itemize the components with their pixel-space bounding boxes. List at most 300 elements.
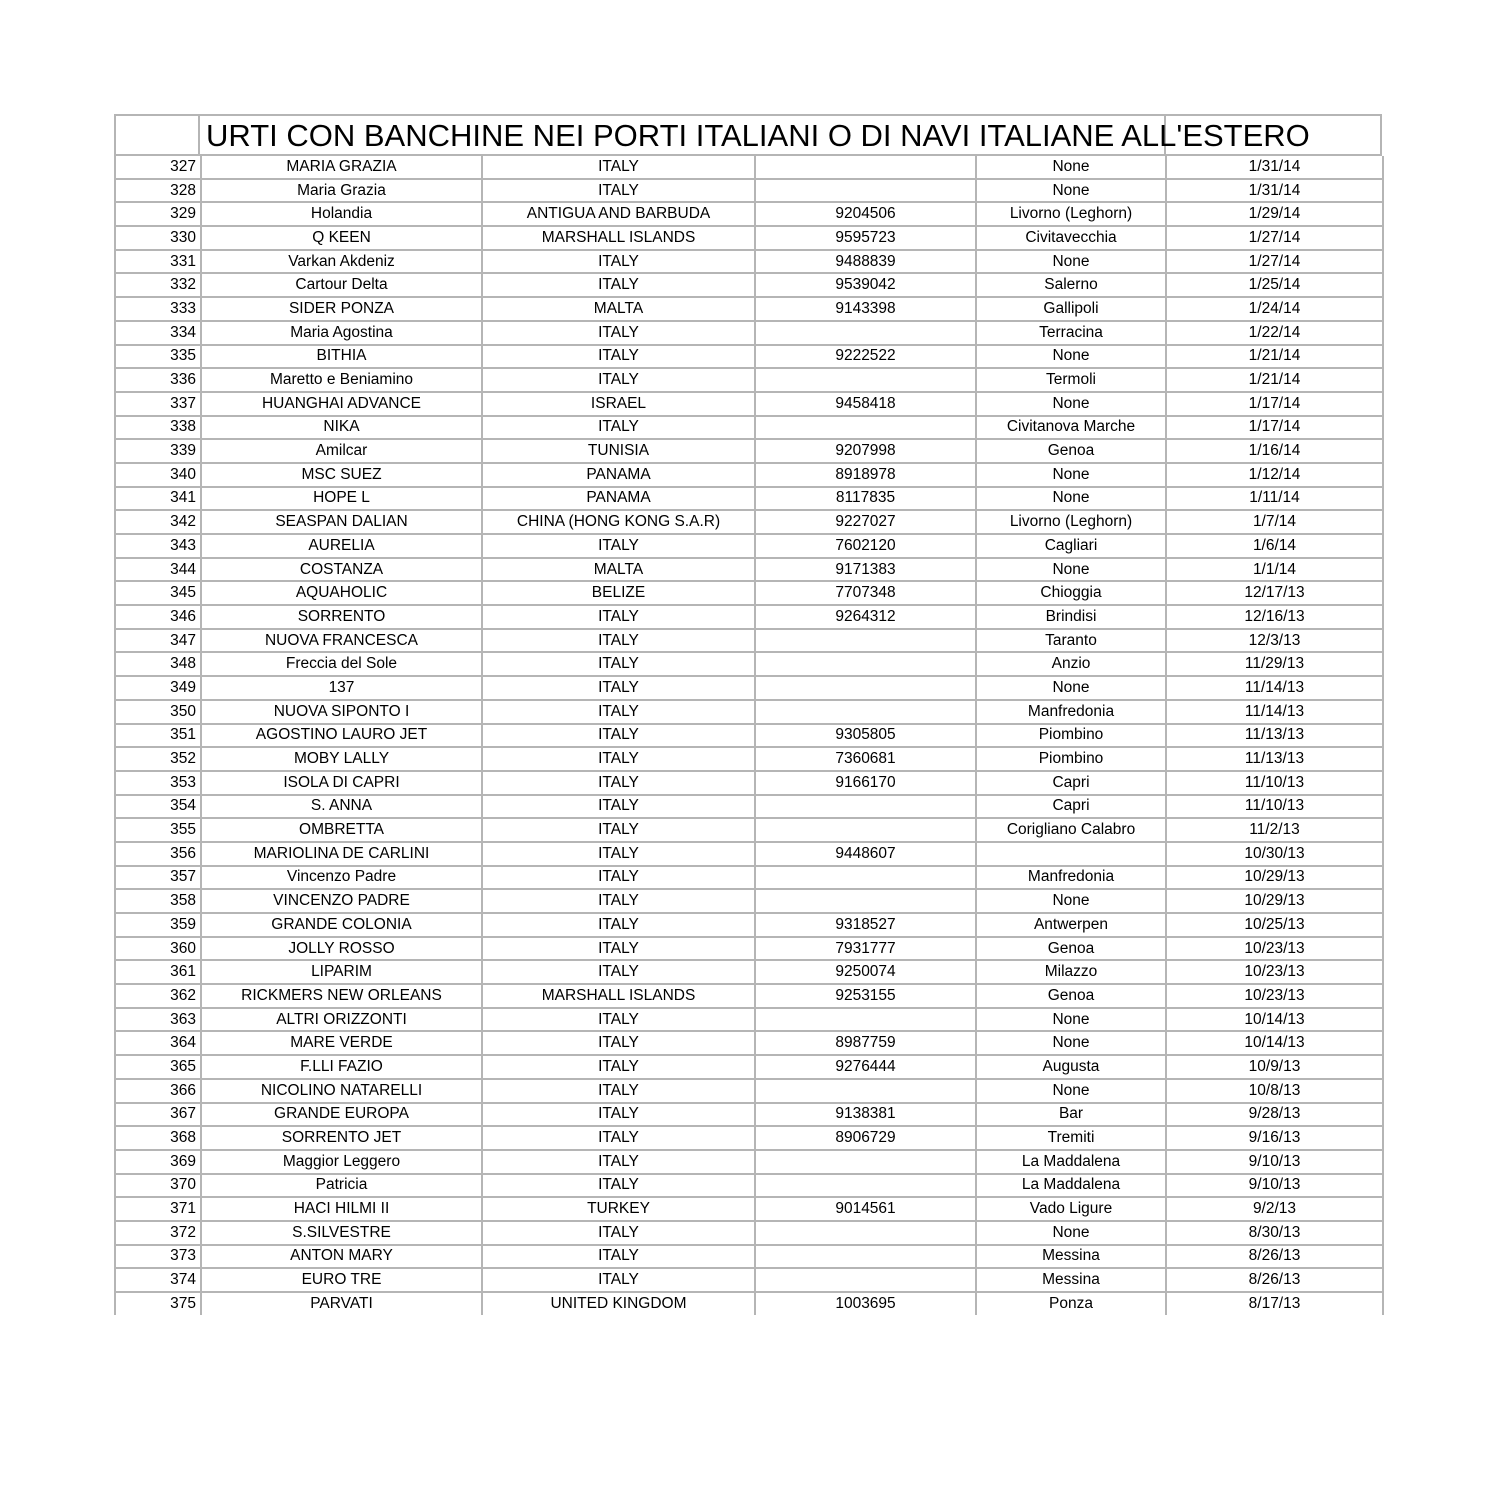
row-number-cell: 370: [115, 1174, 201, 1198]
ship-name-cell: NUOVA FRANCESCA: [201, 629, 482, 653]
flag-cell: ITALY: [482, 1268, 755, 1292]
date-cell: 10/9/13: [1166, 1055, 1383, 1079]
row-number-cell: 348: [115, 652, 201, 676]
table-row: [115, 558, 1383, 582]
ship-name-cell: AGOSTINO LAURO JET: [201, 724, 482, 748]
flag-cell: TUNISIA: [482, 439, 755, 463]
row-number-cell: 349: [115, 676, 201, 700]
flag-cell: ITALY: [482, 818, 755, 842]
ship-name-cell: ISOLA DI CAPRI: [201, 771, 482, 795]
port-cell: Milazzo: [976, 960, 1166, 984]
ship-name-cell: S. ANNA: [201, 795, 482, 819]
table-row: [115, 842, 1383, 866]
date-cell: 1/29/14: [1166, 202, 1383, 226]
date-cell: 9/28/13: [1166, 1103, 1383, 1127]
date-cell: 8/30/13: [1166, 1221, 1383, 1245]
date-cell: 1/1/14: [1166, 558, 1383, 582]
date-cell: 1/27/14: [1166, 226, 1383, 250]
date-cell: 11/10/13: [1166, 795, 1383, 819]
flag-cell: ITALY: [482, 1079, 755, 1103]
imo-number-cell: [755, 1150, 976, 1174]
row-number-cell: 365: [115, 1055, 201, 1079]
port-cell: Vado Ligure: [976, 1197, 1166, 1221]
table-row: [115, 700, 1383, 724]
data-table: [114, 156, 1384, 1315]
table-row: [115, 771, 1383, 795]
flag-cell: UNITED KINGDOM: [482, 1292, 755, 1315]
table-row: [115, 416, 1383, 440]
port-cell: None: [976, 1079, 1166, 1103]
port-cell: Livorno (Leghorn): [976, 202, 1166, 226]
row-number-cell: 338: [115, 416, 201, 440]
table-row: [115, 795, 1383, 819]
imo-number-cell: 9250074: [755, 960, 976, 984]
row-number-cell: 358: [115, 889, 201, 913]
ship-name-cell: OMBRETTA: [201, 818, 482, 842]
port-cell: Terracina: [976, 321, 1166, 345]
row-number-cell: 342: [115, 510, 201, 534]
imo-number-cell: [755, 368, 976, 392]
date-cell: 1/31/14: [1166, 156, 1383, 179]
row-number-cell: 345: [115, 581, 201, 605]
imo-number-cell: 9014561: [755, 1197, 976, 1221]
port-cell: Livorno (Leghorn): [976, 510, 1166, 534]
table-row: [115, 1197, 1383, 1221]
row-number-cell: 359: [115, 913, 201, 937]
ship-name-cell: AQUAHOLIC: [201, 581, 482, 605]
port-cell: Ponza: [976, 1292, 1166, 1315]
date-cell: 9/10/13: [1166, 1150, 1383, 1174]
row-number-cell: 331: [115, 250, 201, 274]
row-number-cell: 346: [115, 605, 201, 629]
port-cell: Capri: [976, 771, 1166, 795]
flag-cell: ANTIGUA AND BARBUDA: [482, 202, 755, 226]
flag-cell: ITALY: [482, 1174, 755, 1198]
row-number-cell: 347: [115, 629, 201, 653]
imo-number-cell: [755, 676, 976, 700]
table-row: [115, 605, 1383, 629]
flag-cell: PANAMA: [482, 487, 755, 511]
ship-name-cell: F.LLI FAZIO: [201, 1055, 482, 1079]
spreadsheet: [114, 114, 1382, 1315]
ship-name-cell: MARIA GRAZIA: [201, 156, 482, 179]
ship-name-cell: Vincenzo Padre: [201, 866, 482, 890]
row-number-cell: 340: [115, 463, 201, 487]
row-number-cell: 333: [115, 297, 201, 321]
ship-name-cell: LIPARIM: [201, 960, 482, 984]
flag-cell: ITALY: [482, 1008, 755, 1032]
imo-number-cell: 9166170: [755, 771, 976, 795]
row-number-cell: 351: [115, 724, 201, 748]
date-cell: 1/24/14: [1166, 297, 1383, 321]
title-row: [114, 114, 1382, 156]
row-number-cell: 363: [115, 1008, 201, 1032]
flag-cell: ITALY: [482, 866, 755, 890]
title-row-right-border: [1380, 116, 1382, 154]
port-cell: Civitavecchia: [976, 226, 1166, 250]
flag-cell: ITALY: [482, 321, 755, 345]
port-cell: Cagliari: [976, 534, 1166, 558]
ship-name-cell: MARE VERDE: [201, 1031, 482, 1055]
imo-number-cell: 7360681: [755, 747, 976, 771]
port-cell: Capri: [976, 795, 1166, 819]
flag-cell: MALTA: [482, 558, 755, 582]
flag-cell: ITALY: [482, 1221, 755, 1245]
port-cell: None: [976, 889, 1166, 913]
row-number-cell: 335: [115, 345, 201, 369]
ship-name-cell: GRANDE COLONIA: [201, 913, 482, 937]
imo-number-cell: 9458418: [755, 392, 976, 416]
table-row: [115, 1221, 1383, 1245]
ship-name-cell: ALTRI ORIZZONTI: [201, 1008, 482, 1032]
date-cell: 12/16/13: [1166, 605, 1383, 629]
date-cell: 12/3/13: [1166, 629, 1383, 653]
port-cell: Brindisi: [976, 605, 1166, 629]
date-cell: 10/23/13: [1166, 937, 1383, 961]
imo-number-cell: [755, 795, 976, 819]
imo-number-cell: 7602120: [755, 534, 976, 558]
imo-number-cell: 1003695: [755, 1292, 976, 1315]
date-cell: 10/14/13: [1166, 1031, 1383, 1055]
row-number-cell: 344: [115, 558, 201, 582]
table-row: [115, 392, 1383, 416]
ship-name-cell: NIKA: [201, 416, 482, 440]
table-row: [115, 345, 1383, 369]
table-row: [115, 179, 1383, 203]
flag-cell: ITALY: [482, 937, 755, 961]
imo-number-cell: [755, 1245, 976, 1269]
date-cell: 1/7/14: [1166, 510, 1383, 534]
sheet-title: URTI CON BANCHINE NEI PORTI ITALIANI O DI NAVI ITALIANE ALL'ESTERO: [206, 118, 1310, 153]
flag-cell: BELIZE: [482, 581, 755, 605]
port-cell: Messina: [976, 1268, 1166, 1292]
ship-name-cell: Varkan Akdeniz: [201, 250, 482, 274]
table-row: [115, 818, 1383, 842]
flag-cell: ITALY: [482, 1245, 755, 1269]
imo-number-cell: 9253155: [755, 984, 976, 1008]
flag-cell: ITALY: [482, 273, 755, 297]
imo-number-cell: 8918978: [755, 463, 976, 487]
ship-name-cell: COSTANZA: [201, 558, 482, 582]
date-cell: 11/14/13: [1166, 700, 1383, 724]
table-row: [115, 747, 1383, 771]
title-row-left-border: [114, 116, 116, 154]
port-cell: Chioggia: [976, 581, 1166, 605]
flag-cell: ITALY: [482, 676, 755, 700]
table-row: [115, 1245, 1383, 1269]
row-number-cell: 362: [115, 984, 201, 1008]
ship-name-cell: NUOVA SIPONTO I: [201, 700, 482, 724]
table-row: [115, 463, 1383, 487]
row-number-cell: 356: [115, 842, 201, 866]
date-cell: 10/14/13: [1166, 1008, 1383, 1032]
port-cell: None: [976, 463, 1166, 487]
port-cell: None: [976, 392, 1166, 416]
ship-name-cell: Maggior Leggero: [201, 1150, 482, 1174]
date-cell: 9/16/13: [1166, 1126, 1383, 1150]
date-cell: 8/17/13: [1166, 1292, 1383, 1315]
ship-name-cell: GRANDE EUROPA: [201, 1103, 482, 1127]
ship-name-cell: Holandia: [201, 202, 482, 226]
date-cell: 1/16/14: [1166, 439, 1383, 463]
date-cell: 11/29/13: [1166, 652, 1383, 676]
flag-cell: ITALY: [482, 889, 755, 913]
imo-number-cell: 8987759: [755, 1031, 976, 1055]
port-cell: Anzio: [976, 652, 1166, 676]
ship-name-cell: ANTON MARY: [201, 1245, 482, 1269]
ship-name-cell: SEASPAN DALIAN: [201, 510, 482, 534]
title-row-divider: [198, 116, 200, 154]
date-cell: 9/10/13: [1166, 1174, 1383, 1198]
date-cell: 1/27/14: [1166, 250, 1383, 274]
table-row: [115, 510, 1383, 534]
row-number-cell: 361: [115, 960, 201, 984]
port-cell: Taranto: [976, 629, 1166, 653]
row-number-cell: 350: [115, 700, 201, 724]
table-row: [115, 1103, 1383, 1127]
date-cell: 11/13/13: [1166, 724, 1383, 748]
flag-cell: ITALY: [482, 652, 755, 676]
date-cell: 10/30/13: [1166, 842, 1383, 866]
table-row: [115, 581, 1383, 605]
row-number-cell: 368: [115, 1126, 201, 1150]
port-cell: Termoli: [976, 368, 1166, 392]
port-cell: Antwerpen: [976, 913, 1166, 937]
row-number-cell: 352: [115, 747, 201, 771]
table-row: [115, 226, 1383, 250]
port-cell: None: [976, 179, 1166, 203]
row-number-cell: 327: [115, 156, 201, 179]
row-number-cell: 334: [115, 321, 201, 345]
table-row: [115, 156, 1383, 179]
flag-cell: ITALY: [482, 1150, 755, 1174]
date-cell: 1/6/14: [1166, 534, 1383, 558]
table-row: [115, 1079, 1383, 1103]
table-row: [115, 321, 1383, 345]
imo-number-cell: [755, 866, 976, 890]
imo-number-cell: [755, 1008, 976, 1032]
row-number-cell: 329: [115, 202, 201, 226]
port-cell: Bar: [976, 1103, 1166, 1127]
ship-name-cell: HACI HILMI II: [201, 1197, 482, 1221]
table-row: [115, 273, 1383, 297]
row-number-cell: 336: [115, 368, 201, 392]
date-cell: 11/2/13: [1166, 818, 1383, 842]
imo-number-cell: [755, 416, 976, 440]
date-cell: 9/2/13: [1166, 1197, 1383, 1221]
imo-number-cell: [755, 629, 976, 653]
date-cell: 1/12/14: [1166, 463, 1383, 487]
row-number-cell: 341: [115, 487, 201, 511]
ship-name-cell: Patricia: [201, 1174, 482, 1198]
row-number-cell: 343: [115, 534, 201, 558]
row-number-cell: 357: [115, 866, 201, 890]
date-cell: 10/25/13: [1166, 913, 1383, 937]
imo-number-cell: 9207998: [755, 439, 976, 463]
date-cell: 1/31/14: [1166, 179, 1383, 203]
imo-number-cell: 8906729: [755, 1126, 976, 1150]
flag-cell: CHINA (HONG KONG S.A.R): [482, 510, 755, 534]
flag-cell: ITALY: [482, 345, 755, 369]
ship-name-cell: AURELIA: [201, 534, 482, 558]
row-number-cell: 339: [115, 439, 201, 463]
imo-number-cell: 8117835: [755, 487, 976, 511]
ship-name-cell: MSC SUEZ: [201, 463, 482, 487]
flag-cell: ITALY: [482, 1103, 755, 1127]
table-row: [115, 250, 1383, 274]
row-number-cell: 367: [115, 1103, 201, 1127]
ship-name-cell: Maretto e Beniamino: [201, 368, 482, 392]
flag-cell: ITALY: [482, 629, 755, 653]
flag-cell: PANAMA: [482, 463, 755, 487]
row-number-cell: 366: [115, 1079, 201, 1103]
flag-cell: ITALY: [482, 913, 755, 937]
row-number-cell: 372: [115, 1221, 201, 1245]
port-cell: Tremiti: [976, 1126, 1166, 1150]
port-cell: None: [976, 345, 1166, 369]
date-cell: 1/25/14: [1166, 273, 1383, 297]
flag-cell: ITALY: [482, 700, 755, 724]
ship-name-cell: PARVATI: [201, 1292, 482, 1315]
port-cell: Genoa: [976, 984, 1166, 1008]
imo-number-cell: [755, 652, 976, 676]
imo-number-cell: [755, 321, 976, 345]
port-cell: None: [976, 156, 1166, 179]
flag-cell: ITALY: [482, 724, 755, 748]
table-row: [115, 1031, 1383, 1055]
date-cell: 1/17/14: [1166, 416, 1383, 440]
flag-cell: ITALY: [482, 1055, 755, 1079]
table-row: [115, 1292, 1383, 1315]
port-cell: [976, 842, 1166, 866]
row-number-cell: 337: [115, 392, 201, 416]
table-row: [115, 913, 1383, 937]
date-cell: 12/17/13: [1166, 581, 1383, 605]
flag-cell: ITALY: [482, 747, 755, 771]
table-row: [115, 1174, 1383, 1198]
imo-number-cell: [755, 700, 976, 724]
table-row: [115, 439, 1383, 463]
table-row: [115, 1150, 1383, 1174]
table-row: [115, 368, 1383, 392]
flag-cell: ITALY: [482, 795, 755, 819]
table-row: [115, 629, 1383, 653]
imo-number-cell: 9171383: [755, 558, 976, 582]
table-row: [115, 297, 1383, 321]
ship-name-cell: NICOLINO NATARELLI: [201, 1079, 482, 1103]
port-cell: Piombino: [976, 724, 1166, 748]
imo-number-cell: [755, 1268, 976, 1292]
port-cell: Gallipoli: [976, 297, 1166, 321]
flag-cell: MALTA: [482, 297, 755, 321]
date-cell: 10/23/13: [1166, 960, 1383, 984]
imo-number-cell: [755, 156, 976, 179]
table-row: [115, 652, 1383, 676]
port-cell: La Maddalena: [976, 1150, 1166, 1174]
table-row: [115, 1126, 1383, 1150]
table-row: [115, 676, 1383, 700]
imo-number-cell: [755, 1079, 976, 1103]
port-cell: None: [976, 676, 1166, 700]
date-cell: 1/21/14: [1166, 345, 1383, 369]
ship-name-cell: Maria Grazia: [201, 179, 482, 203]
imo-number-cell: 9227027: [755, 510, 976, 534]
table-row: [115, 724, 1383, 748]
ship-name-cell: HOPE L: [201, 487, 482, 511]
imo-number-cell: [755, 889, 976, 913]
ship-name-cell: MOBY LALLY: [201, 747, 482, 771]
flag-cell: TURKEY: [482, 1197, 755, 1221]
imo-number-cell: 9595723: [755, 226, 976, 250]
port-cell: None: [976, 1008, 1166, 1032]
imo-number-cell: 9222522: [755, 345, 976, 369]
imo-number-cell: 9264312: [755, 605, 976, 629]
ship-name-cell: Amilcar: [201, 439, 482, 463]
imo-number-cell: 9305805: [755, 724, 976, 748]
port-cell: None: [976, 250, 1166, 274]
table-row: [115, 937, 1383, 961]
imo-number-cell: [755, 1221, 976, 1245]
row-number-cell: 373: [115, 1245, 201, 1269]
ship-name-cell: Q KEEN: [201, 226, 482, 250]
date-cell: 1/22/14: [1166, 321, 1383, 345]
date-cell: 10/29/13: [1166, 889, 1383, 913]
ship-name-cell: HUANGHAI ADVANCE: [201, 392, 482, 416]
table-row: [115, 1008, 1383, 1032]
flag-cell: ITALY: [482, 605, 755, 629]
date-cell: 11/14/13: [1166, 676, 1383, 700]
table-row: [115, 202, 1383, 226]
flag-cell: ITALY: [482, 416, 755, 440]
port-cell: Salerno: [976, 273, 1166, 297]
ship-name-cell: JOLLY ROSSO: [201, 937, 482, 961]
port-cell: Civitanova Marche: [976, 416, 1166, 440]
port-cell: La Maddalena: [976, 1174, 1166, 1198]
flag-cell: ITALY: [482, 156, 755, 179]
ship-name-cell: SORRENTO: [201, 605, 482, 629]
date-cell: 1/11/14: [1166, 487, 1383, 511]
ship-name-cell: Maria Agostina: [201, 321, 482, 345]
date-cell: 8/26/13: [1166, 1268, 1383, 1292]
ship-name-cell: Freccia del Sole: [201, 652, 482, 676]
port-cell: None: [976, 487, 1166, 511]
ship-name-cell: RICKMERS NEW ORLEANS: [201, 984, 482, 1008]
date-cell: 10/23/13: [1166, 984, 1383, 1008]
ship-name-cell: BITHIA: [201, 345, 482, 369]
ship-name-cell: MARIOLINA DE CARLINI: [201, 842, 482, 866]
imo-number-cell: [755, 818, 976, 842]
date-cell: 1/21/14: [1166, 368, 1383, 392]
port-cell: Manfredonia: [976, 700, 1166, 724]
port-cell: Corigliano Calabro: [976, 818, 1166, 842]
port-cell: None: [976, 558, 1166, 582]
imo-number-cell: 7707348: [755, 581, 976, 605]
flag-cell: ITALY: [482, 1126, 755, 1150]
row-number-cell: 330: [115, 226, 201, 250]
table-row: [115, 889, 1383, 913]
table-row: [115, 960, 1383, 984]
table-row: [115, 866, 1383, 890]
row-number-cell: 354: [115, 795, 201, 819]
row-number-cell: 328: [115, 179, 201, 203]
ship-name-cell: SIDER PONZA: [201, 297, 482, 321]
flag-cell: ITALY: [482, 534, 755, 558]
ship-name-cell: S.SILVESTRE: [201, 1221, 482, 1245]
imo-number-cell: 9448607: [755, 842, 976, 866]
port-cell: None: [976, 1221, 1166, 1245]
ship-name-cell: VINCENZO PADRE: [201, 889, 482, 913]
row-number-cell: 364: [115, 1031, 201, 1055]
